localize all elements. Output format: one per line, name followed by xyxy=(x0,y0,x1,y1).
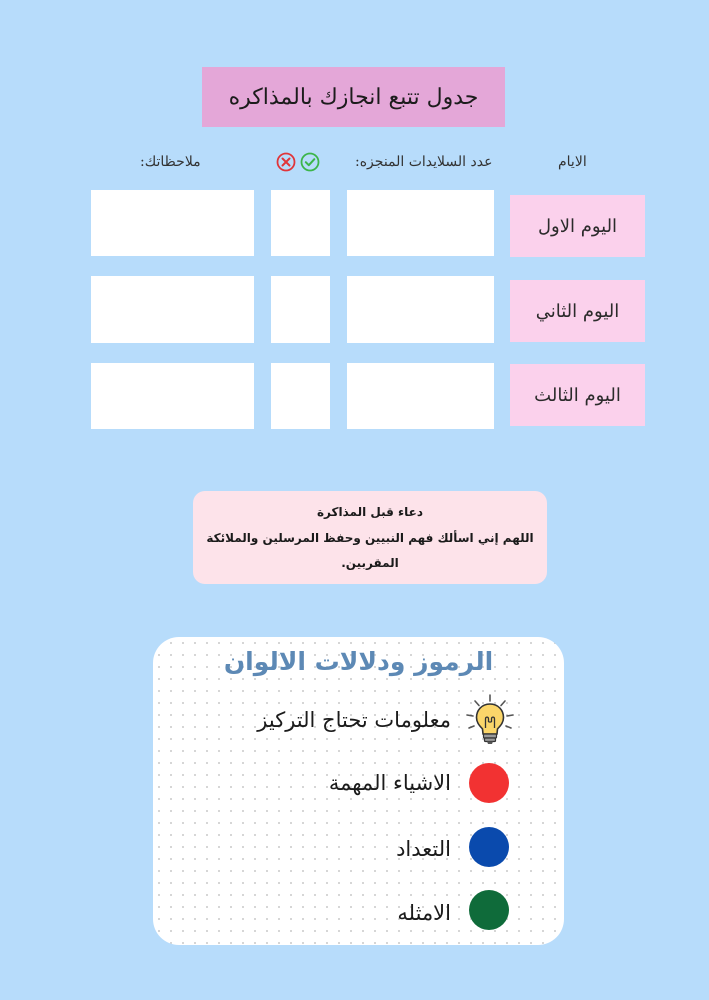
legend-item-label: الامثله xyxy=(397,901,451,925)
notes-input-day-1[interactable] xyxy=(91,190,254,256)
notes-input-day-2[interactable] xyxy=(91,276,254,343)
dua-line-2: المقربين. xyxy=(341,556,399,570)
day-label: اليوم الثاني xyxy=(535,300,620,322)
day-label: اليوم الاول xyxy=(537,215,618,237)
legend-item-label: الاشياء المهمة xyxy=(328,771,451,795)
day-cell-2 xyxy=(510,280,645,342)
slides-input-day-1[interactable] xyxy=(347,190,494,256)
day-label: اليوم الثالث xyxy=(534,384,621,406)
check-icon xyxy=(300,152,320,172)
legend-card xyxy=(153,637,564,945)
day-cell-3 xyxy=(510,364,645,426)
notes-input-day-3[interactable] xyxy=(91,363,254,429)
cross-icon xyxy=(276,152,296,172)
day-cell-1 xyxy=(510,195,645,257)
status-input-day-3[interactable] xyxy=(271,363,330,429)
header-status-icons xyxy=(276,152,320,172)
dua-line-1: اللهم إني اسألك فهم النبيين وحفظ المرسلين والملائكة xyxy=(206,531,534,545)
blue-dot-icon xyxy=(469,827,509,867)
slides-input-day-3[interactable] xyxy=(347,363,494,429)
header-slides: عدد السلايدات المنجزه: xyxy=(355,154,493,170)
page-title-box xyxy=(202,67,505,127)
green-dot-icon xyxy=(469,890,509,930)
slides-input-day-2[interactable] xyxy=(347,276,494,343)
lightbulb-icon xyxy=(463,693,517,747)
status-input-day-1[interactable] xyxy=(271,190,330,256)
legend-item-label: معلومات تحتاج التركيز xyxy=(257,708,451,732)
legend-title: الرموز ودلالات الالوان xyxy=(223,647,494,676)
dua-box xyxy=(193,491,547,584)
header-notes: ملاحظاتك: xyxy=(140,154,201,170)
header-days: الايام xyxy=(558,154,587,170)
status-input-day-2[interactable] xyxy=(271,276,330,343)
legend-item-label: التعداد xyxy=(396,837,451,861)
dua-title: دعاء قبل المذاكرة xyxy=(316,505,424,519)
page-title: جدول تتبع انجازك بالمذاكره xyxy=(228,84,479,110)
red-dot-icon xyxy=(469,763,509,803)
